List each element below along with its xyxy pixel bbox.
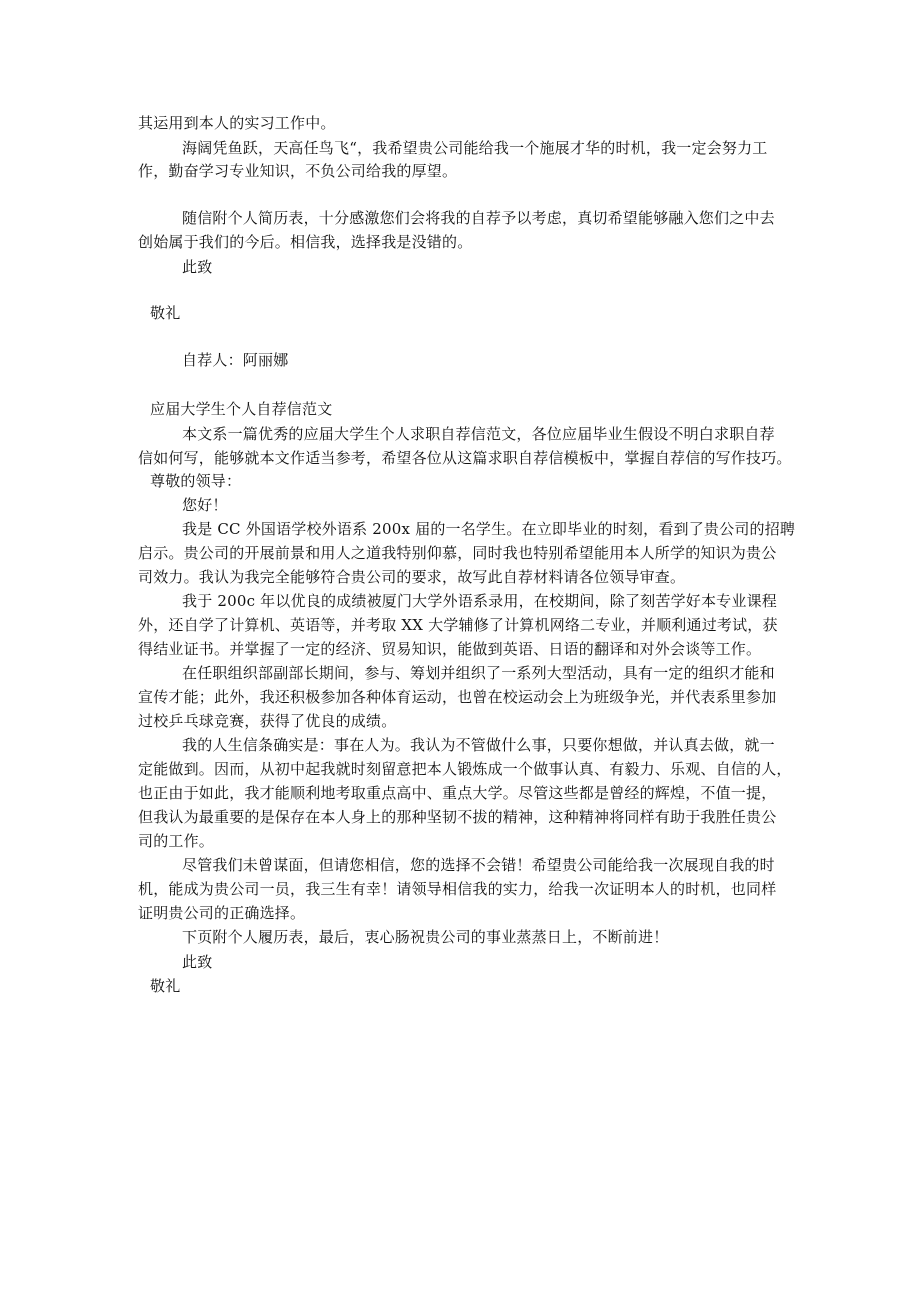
salutation: 尊敬的领导： (150, 472, 242, 490)
text-line: 也正由于如此，我才能顺利地考取重点高中、重点大学。尽管这些都是曾经的辉煌，不值一提， (138, 784, 777, 802)
text-line: 创始属于我们的今后。相信我，选择我是没错的。 (138, 233, 473, 251)
text-line: 过校乒乓球竞赛，获得了优良的成绩。 (138, 712, 397, 730)
closing-jingli: 敬礼 (150, 304, 181, 322)
text-line: 其运用到本人的实习工作中。 (138, 114, 336, 132)
text-line: 海阔凭鱼跃，天高任鸟飞“，我希望贵公司能给我一个施展才华的时机，我一定会努力工 (182, 139, 768, 157)
text-line: 我是 CC 外国语学校外语系 200x 届的一名学生。在立即毕业的时刻，看到了贵公司的招聘 (182, 520, 796, 538)
greeting: 您好！ (182, 496, 228, 514)
text-line: 随信附个人简历表，十分感激您们会将我的自荐予以考虑，真切希望能够融入您们之中去 (182, 209, 775, 227)
section-title: 应届大学生个人自荐信范文 (150, 400, 333, 418)
text-line: 在任职组织部副部长期间，参与、筹划并组织了一系列大型活动，具有一定的组织才能和 (182, 664, 775, 682)
text-line: 外，还自学了计算机、英语等，并考取 XX 大学辅修了计算机网络二专业，并顺利通过考试，获 (138, 616, 778, 634)
text-line: 本文系一篇优秀的应届大学生个人求职自荐信范文，各位应届毕业生假设不明白求职自荐 (182, 425, 775, 443)
text-line: 信如何写，能够就本文作适当参考，希望各位从这篇求职自荐信模板中，掌握自荐信的写作技巧。 (138, 449, 792, 467)
text-line: 我的人生信条确实是：事在人为。我认为不管做什么事，只要你想做，并认真去做，就一 (182, 736, 775, 754)
text-line: 宣传才能；此外，我还积极参加各种体育运动，也曾在校运动会上为班级争光，并代表系里参加 (138, 688, 777, 706)
closing-jingli: 敬礼 (150, 977, 181, 995)
text-line: 但我认为最重要的是保存在本人身上的那种坚韧不拔的精神，这种精神将同样有助于我胜任贵公 (138, 808, 777, 826)
text-line: 作，勤奋学习专业知识，不负公司给我的厚望。 (138, 162, 458, 180)
text-line: 得结业证书。并掌握了一定的经济、贸易知识，能做到英语、日语的翻译和对外会谈等工作。 (138, 640, 762, 658)
closing-cizhi: 此致 (182, 258, 213, 276)
text-line: 启示。贵公司的开展前景和用人之道我特别仰慕，同时我也特别希望能用本人所学的知识为贵公 (138, 544, 777, 562)
text-line: 尽管我们未曾谋面，但请您相信，您的选择不会错！希望贵公司能给我一次展现自我的时 (182, 856, 775, 874)
text-line: 机，能成为贵公司一员，我三生有幸！请领导相信我的实力，给我一次证明本人的时机，也同样 (138, 880, 777, 898)
text-line: 我于 200c 年以优良的成绩被厦门大学外语系录用，在校期间，除了刻苦学好本专业课程 (182, 592, 777, 610)
text-line: 下页附个人履历表，最后，衷心肠祝贵公司的事业蒸蒸日上，不断前进！ (182, 928, 669, 946)
closing-cizhi: 此致 (182, 953, 213, 971)
text-line: 定能做到。因而，从初中起我就时刻留意把本人锻炼成一个做事认真、有毅力、乐观、自信的人， (138, 760, 792, 778)
text-line: 司效力。我认为我完全能够符合贵公司的要求，故写此自荐材料请各位领导审查。 (138, 568, 686, 586)
text-line: 证明贵公司的正确选择。 (138, 904, 306, 922)
signature: 自荐人：阿丽娜 (182, 351, 289, 369)
text-line: 司的工作。 (138, 832, 215, 850)
